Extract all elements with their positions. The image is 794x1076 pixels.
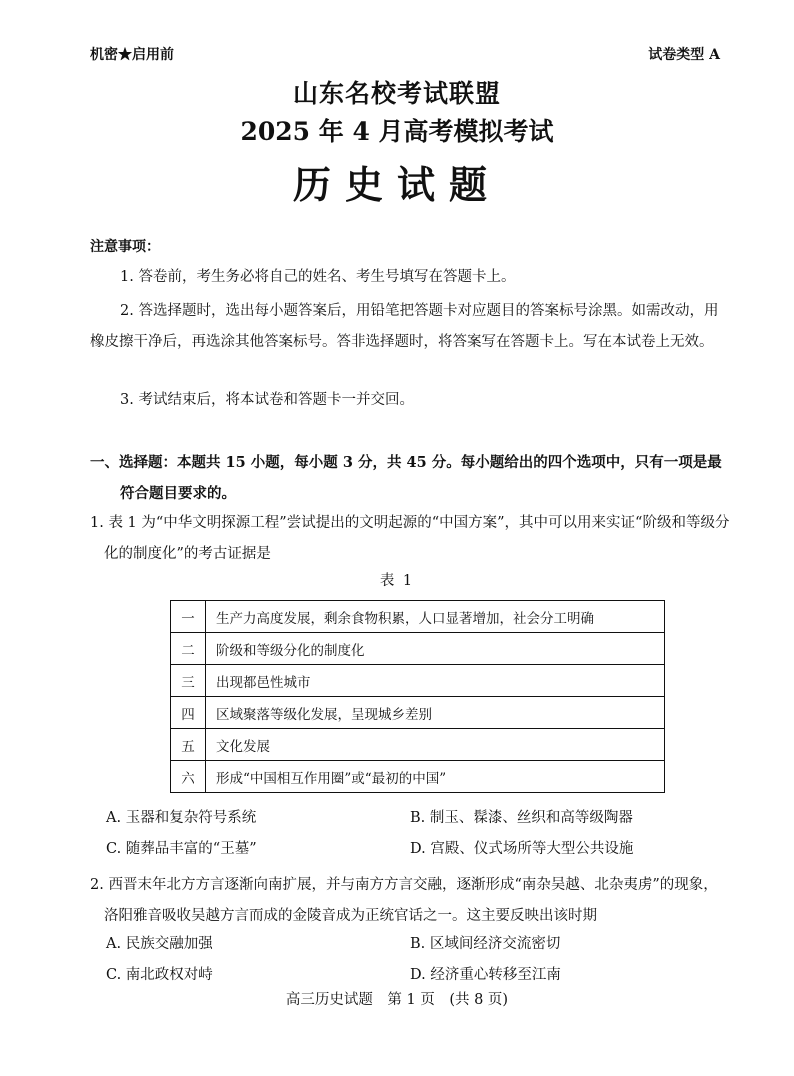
row-text: 形成“中国相互作用圈”或“最初的中国” <box>206 761 665 793</box>
section-heading: 一、选择题：本题共 15 小题，每小题 3 分，共 45 分。每小题给出的四个选项中，只有一项是最符合题目要求的。 <box>90 454 722 502</box>
q2-option-d[interactable]: D. 经济重心转移至江南 <box>410 967 561 983</box>
notice-item-3: 3. 考试结束后，将本试卷和答题卡一并交回。 <box>120 392 414 408</box>
q2-option-c[interactable]: C. 南北政权对峙 <box>106 967 213 983</box>
row-number: 二 <box>171 633 206 665</box>
table-row <box>171 697 665 729</box>
table-row <box>171 761 665 793</box>
notice-heading: 注意事项： <box>90 239 160 255</box>
question-1-stem: 1. 表 1 为“中华文明探源工程”尝试提出的文明起源的“中国方案”，其中可以用来实证“阶级和等级分化的制度化”的考古证据是 <box>90 515 730 562</box>
table-row <box>171 665 665 697</box>
row-number: 五 <box>171 729 206 761</box>
q1-option-c[interactable]: C. 随葬品丰富的“王墓” <box>106 841 257 857</box>
table-1 <box>170 600 665 793</box>
row-number: 一 <box>171 601 206 633</box>
subject-title: 历史试题 <box>292 162 501 207</box>
table-row <box>171 633 665 665</box>
table-caption: 表 1 <box>379 573 415 589</box>
notice-item-2: 2. 答选择题时，选出每小题答案后，用铅笔把答题卡对应题目的答案标号涂黑。如需改动，用橡皮擦干净后，再选涂其他答案标号。答非选择题时，将答案写在答题卡上。写在本试卷上无效。 <box>90 303 719 350</box>
notice-item-1: 1. 答卷前，考生务必将自己的姓名、考生号填写在答题卡上。 <box>120 269 516 285</box>
q1-option-a[interactable]: A. 玉器和复杂符号系统 <box>106 810 257 826</box>
row-text: 出现都邑性城市 <box>206 665 665 697</box>
row-text: 阶级和等级分化的制度化 <box>206 633 665 665</box>
exam-name-title: 2025 年 4 月高考模拟考试 <box>240 117 554 146</box>
row-number: 三 <box>171 665 206 697</box>
q2-option-a[interactable]: A. 民族交融加强 <box>106 936 213 952</box>
page-footer: 高三历史试题 第 1 页 (共 8 页) <box>285 992 509 1008</box>
q1-option-d[interactable]: D. 宫殿、仪式场所等大型公共设施 <box>410 841 634 857</box>
question-2-stem: 2. 西晋末年北方方言逐渐向南扩展，并与南方方言交融，逐渐形成“南杂吴越、北杂夷虏”的现象，洛阳雅音吸收吴越方言而成的金陵音成为正统官话之一。这主要反映出该时期 <box>90 877 718 924</box>
confidential-label: 机密★启用前 <box>90 47 174 63</box>
table-row <box>171 601 665 633</box>
row-number: 四 <box>171 697 206 729</box>
row-text: 区域聚落等级化发展，呈现城乡差别 <box>206 697 665 729</box>
row-text: 文化发展 <box>206 729 665 761</box>
row-number: 六 <box>171 761 206 793</box>
q2-option-b[interactable]: B. 区域间经济交流密切 <box>410 936 561 952</box>
q1-option-b[interactable]: B. 制玉、髹漆、丝织和高等级陶器 <box>410 810 633 826</box>
paper-type-label: 试卷类型 A <box>648 47 720 63</box>
table-row <box>171 729 665 761</box>
row-text: 生产力高度发展，剩余食物积累，人口显著增加，社会分工明确 <box>206 601 665 633</box>
exam-org-title: 山东名校考试联盟 <box>292 79 501 108</box>
